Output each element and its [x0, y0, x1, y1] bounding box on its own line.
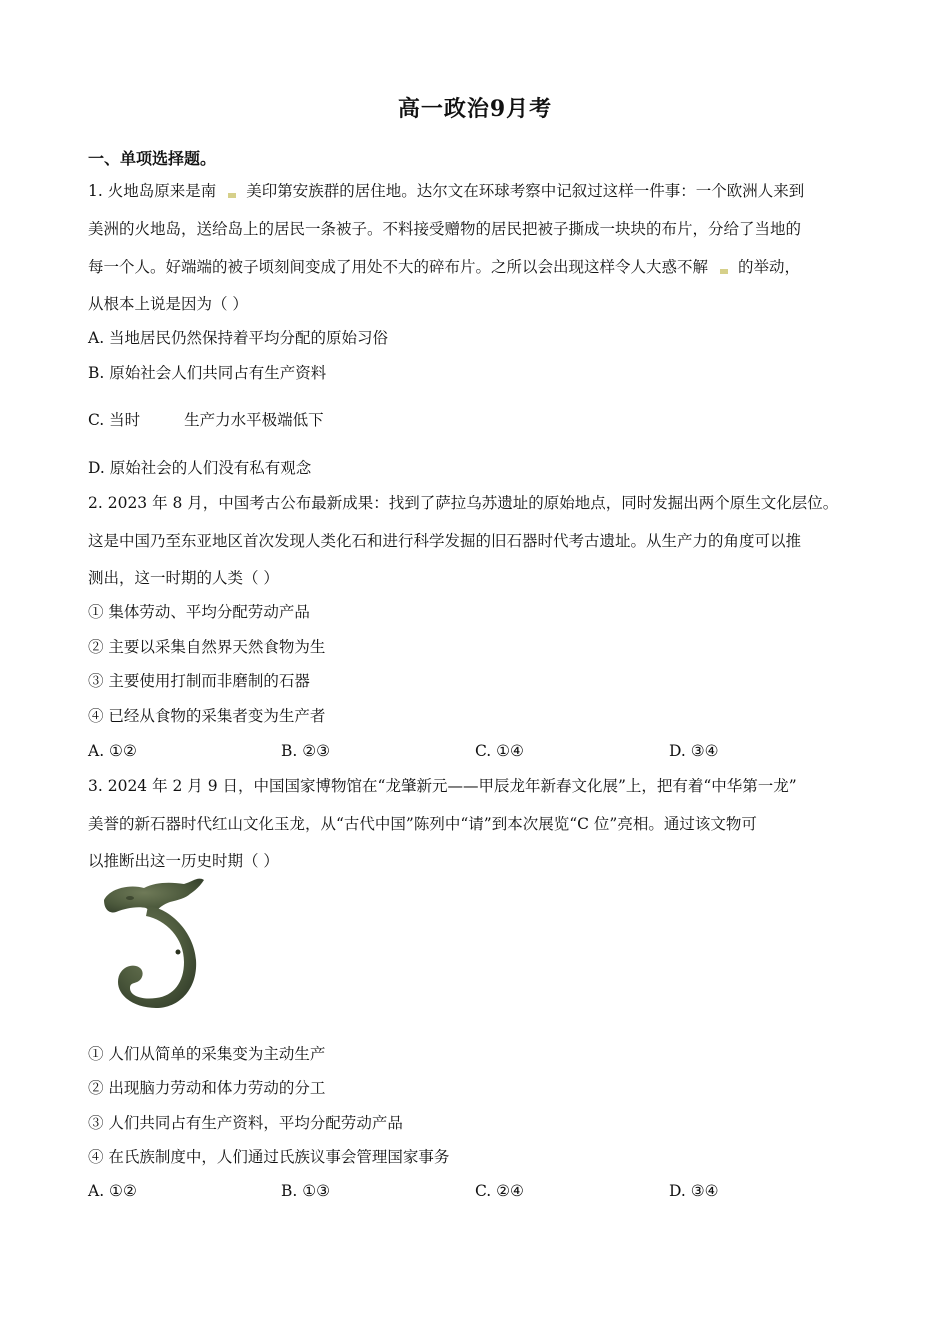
q2-statement-3: ③ 主要使用打制而非磨制的石器 [88, 672, 310, 690]
q1-text: 1. 火地岛原来是南 [88, 182, 217, 200]
q2-statement-2: ② 主要以采集自然界天然食物为生 [88, 638, 326, 656]
q1-option-a: A. 当地居民仍然保持着平均分配的原始习俗 [88, 329, 389, 347]
q3-choice-c: C. ②④ [475, 1182, 524, 1200]
q3-statement-4: ④ 在氏族制度中，人们通过氏族议事会管理国家事务 [88, 1148, 450, 1166]
q2-statement-4: ④ 已经从食物的采集者变为生产者 [88, 707, 326, 725]
q1-stem-line-1 [88, 181, 804, 201]
ocr-marker-icon [228, 193, 236, 198]
q1-option-c [88, 410, 324, 430]
q2-statement-1: ① 集体劳动、平均分配劳动产品 [88, 603, 310, 621]
q3-stem-line-1: 3. 2024 年 2 月 9 日，中国国家博物馆在“龙肇新元——甲辰龙年新春文化展”上，把有着“中华第一龙” [88, 777, 797, 795]
ocr-marker-icon [720, 269, 728, 274]
section-heading: 一、单项选择题。 [88, 149, 217, 168]
q3-statement-3: ③ 人们共同占有生产资料，平均分配劳动产品 [88, 1114, 403, 1132]
q1-stem-line-3 [88, 257, 800, 277]
q2-stem-line-1: 2. 2023 年 8 月，中国考古公布最新成果：找到了萨拉乌苏遗址的原始地点，同时发掘出两个原生文化层位。 [88, 494, 839, 512]
q1-text: 的举动， [738, 258, 801, 276]
q2-choice-a: A. ①② [88, 742, 137, 760]
q3-stem-line-3: 以推断出这一历史时期（ ） [88, 852, 279, 870]
q1-option-b: B. 原始社会人们共同占有生产资料 [88, 364, 327, 382]
q2-stem-line-3: 测出，这一时期的人类（ ） [88, 569, 279, 587]
q3-choice-b: B. ①③ [281, 1182, 331, 1200]
q1-text: 每一个人。好端端的被子顷刻间变成了用处不大的碎布片。之所以会出现这样令人大惑不解 [88, 258, 709, 276]
q2-choice-d: D. ③④ [669, 742, 719, 760]
q3-choice-a: A. ①② [88, 1182, 137, 1200]
q1-stem-line-2: 美洲的火地岛，送给岛上的居民一条被子。不料接受赠物的居民把被子撕成一块块的布片，分给了当地的 [88, 220, 802, 238]
page-title: 高一政治9月考 [397, 96, 553, 122]
q2-choice-b: B. ②③ [281, 742, 331, 760]
q2-stem-line-2: 这是中国乃至东亚地区首次发现人类化石和进行科学发掘的旧石器时代考古遗址。从生产力的角度可以推 [88, 532, 802, 550]
q3-statement-1: ① 人们从简单的采集变为主动生产 [88, 1045, 326, 1063]
q1-text: 美印第安族群的居住地。达尔文在环球考察中记叙过这样一件事：一个欧洲人来到 [246, 182, 805, 200]
q1-option-c-text: 生产力水平极端低下 [184, 411, 324, 429]
q3-stem-line-2: 美誉的新石器时代红山文化玉龙，从“古代中国”陈列中“请”到本次展览“C 位”亮相。通过该文物可 [88, 815, 757, 833]
jade-dragon-image [100, 878, 210, 1013]
q1-stem-line-4: 从根本上说是因为（ ） [88, 295, 248, 313]
q1-option-c-label: C. 当时 [88, 411, 141, 429]
q3-choice-d: D. ③④ [669, 1182, 719, 1200]
q1-option-d: D. 原始社会的人们没有私有观念 [88, 459, 312, 477]
q3-statement-2: ② 出现脑力劳动和体力劳动的分工 [88, 1079, 326, 1097]
q2-choice-c: C. ①④ [475, 742, 524, 760]
